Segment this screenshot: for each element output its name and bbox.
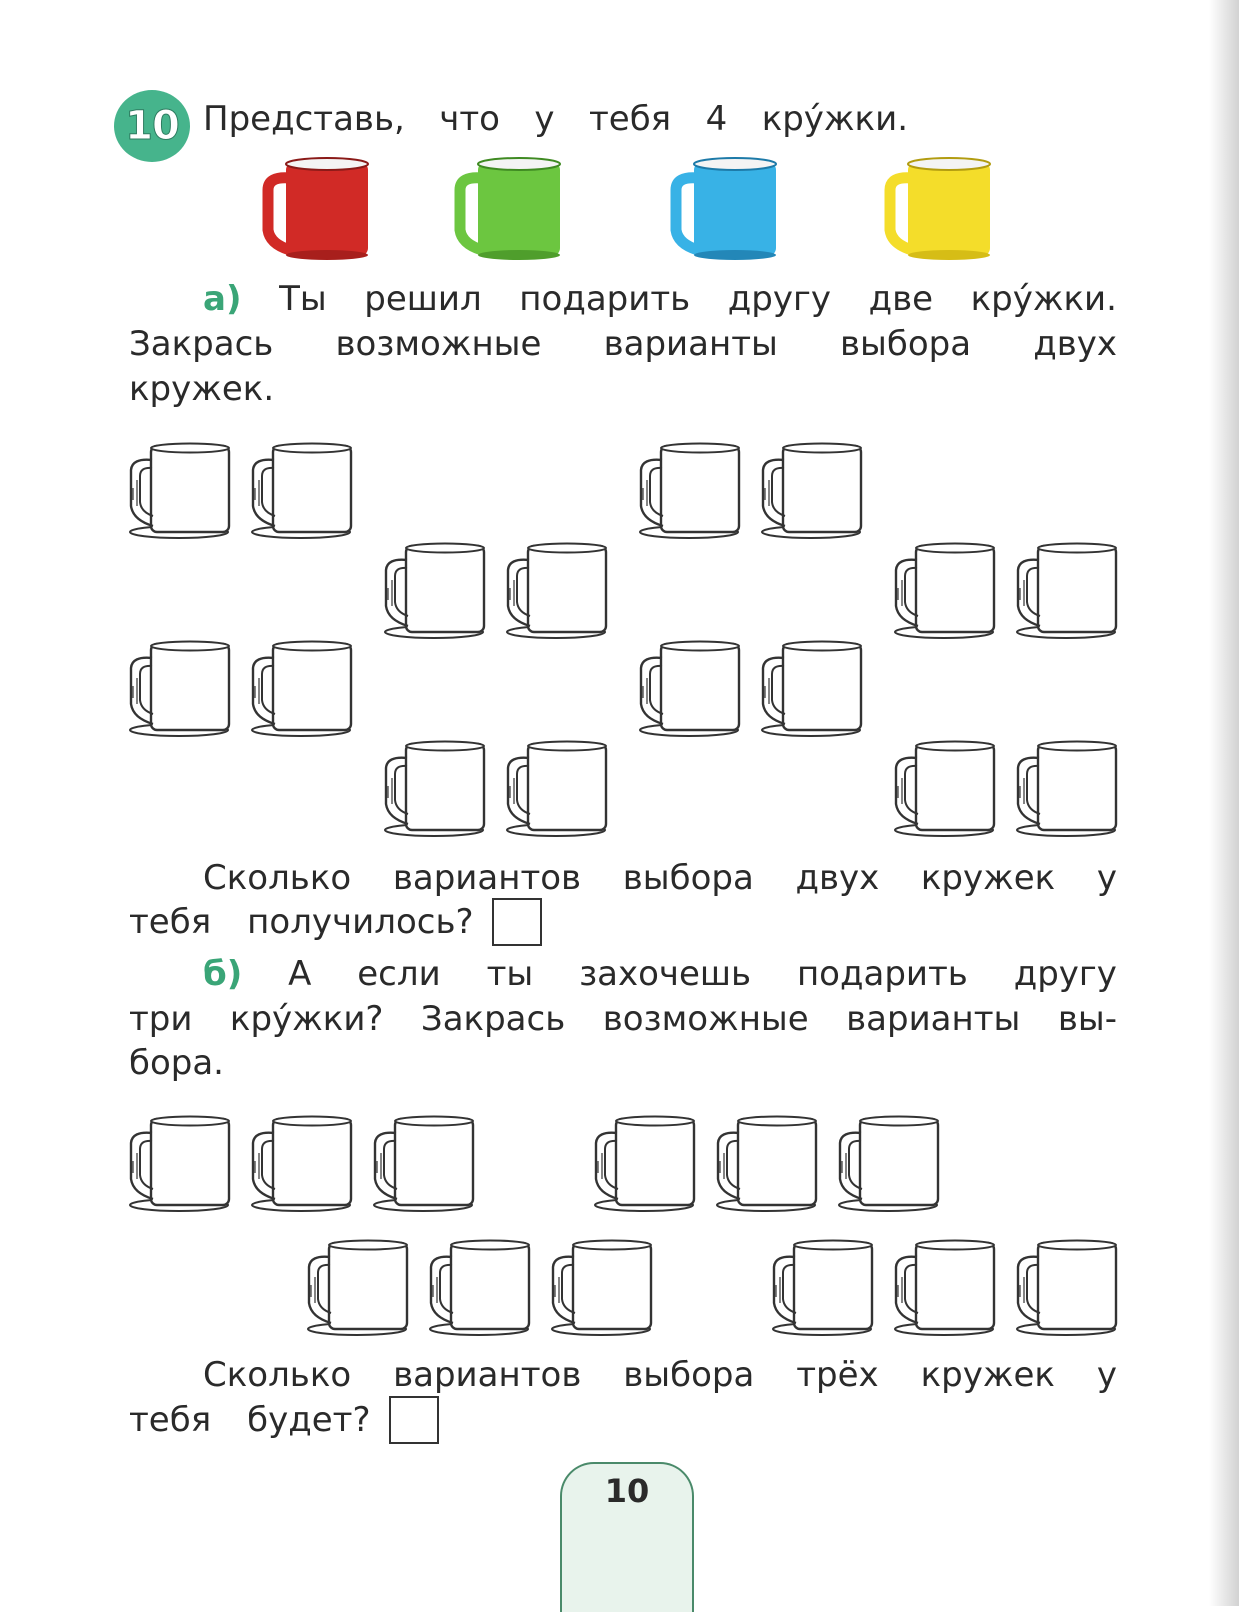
red-mug (260, 156, 372, 262)
task-number-badge (114, 90, 190, 162)
text-word: другу (727, 279, 831, 319)
text-word: ты (486, 954, 534, 994)
text-word: Закрась (129, 324, 274, 364)
mug-outline[interactable] (427, 1237, 533, 1337)
text-word: у (1096, 858, 1117, 898)
part-b-line-2 (129, 996, 1117, 1042)
text-word: если (357, 954, 441, 994)
text-word: Сколько (203, 858, 352, 898)
text-word: получилось? (247, 902, 474, 942)
text-word: бора. (129, 1043, 224, 1083)
text-word: захочешь (579, 954, 752, 994)
mug-outline[interactable] (759, 440, 865, 540)
text-word: вариантов (393, 1355, 582, 1395)
mug-outline[interactable] (1014, 1237, 1120, 1337)
part-a-question-line-1 (203, 855, 1117, 901)
part-a-line-2 (129, 321, 1117, 367)
text-word: двух (1033, 324, 1117, 364)
text-word: кружек (920, 858, 1056, 898)
text-word: кружек (920, 1355, 1055, 1395)
part-a-line-3 (129, 366, 274, 412)
mug-outline[interactable] (382, 738, 488, 838)
mug-outline[interactable] (504, 540, 610, 640)
page-edge-shadow (1209, 0, 1239, 1606)
mug-outline[interactable] (127, 638, 233, 738)
text-word: будет? (247, 1400, 371, 1440)
mug-outline[interactable] (892, 1237, 998, 1337)
task-number: 10 (125, 103, 179, 149)
text-word: кру́жки? (229, 999, 384, 1039)
answer-box-a[interactable] (492, 898, 542, 946)
text-word: двух (795, 858, 880, 898)
text-word: Ты (279, 279, 327, 319)
mug-outline[interactable] (770, 1237, 876, 1337)
text-word: Закрась (420, 999, 566, 1039)
text-word: другу (1013, 954, 1117, 994)
intro-word: тебя (588, 99, 672, 139)
part-b-question-line-1 (203, 1352, 1117, 1398)
yellow-mug (882, 156, 994, 262)
mug-outline[interactable] (382, 540, 488, 640)
intro-word: кру́жки. (761, 99, 908, 139)
text-word: выбора (839, 324, 972, 364)
task-intro (203, 96, 908, 142)
text-word: подарить (519, 279, 691, 319)
text-word: выбора (622, 858, 754, 898)
answer-box-b[interactable] (389, 1396, 439, 1444)
text-word: варианты (846, 999, 1021, 1039)
intro-word: что (439, 99, 500, 139)
green-mug (452, 156, 564, 262)
mug-outline[interactable] (249, 440, 355, 540)
intro-word: Представь, (203, 99, 405, 139)
text-word: кру́жки. (970, 279, 1117, 319)
part-b-question-line-2 (129, 1396, 439, 1444)
part-a-label: а) (203, 279, 242, 319)
mug-outline[interactable] (637, 440, 743, 540)
text-word: вариантов (392, 858, 582, 898)
part-a-question-line-2 (129, 898, 542, 946)
text-word: вы- (1057, 999, 1117, 1039)
part-b-line-1 (203, 951, 1117, 997)
text-word: у (1096, 1355, 1117, 1395)
part-b-label: б) (203, 954, 243, 994)
text-word: подарить (796, 954, 968, 994)
page-number: 10 (604, 1472, 650, 1510)
mug-outline[interactable] (371, 1113, 477, 1213)
text-word: возможные (335, 324, 542, 364)
mug-outline[interactable] (592, 1113, 698, 1213)
mug-outline[interactable] (892, 540, 998, 640)
blue-mug (668, 156, 780, 262)
text-word: две (868, 279, 934, 319)
text-word: тебя (129, 1400, 212, 1440)
text-word: выбора (623, 1355, 755, 1395)
text-word: решил (364, 279, 482, 319)
page-number-tab (560, 1462, 694, 1612)
mug-outline[interactable] (1014, 540, 1120, 640)
intro-word: 4 (705, 99, 728, 139)
text-word: кружек. (129, 369, 275, 409)
mug-outline[interactable] (249, 1113, 355, 1213)
mug-outline[interactable] (305, 1237, 411, 1337)
mug-outline[interactable] (637, 638, 743, 738)
text-word: варианты (603, 324, 778, 364)
mug-outline[interactable] (249, 638, 355, 738)
text-word: Сколько (203, 1355, 352, 1395)
text-word: тебя (129, 902, 212, 942)
intro-word: у (534, 99, 555, 139)
part-a-line-1 (203, 276, 1117, 322)
mug-outline[interactable] (892, 738, 998, 838)
mug-outline[interactable] (836, 1113, 942, 1213)
mug-outline[interactable] (1014, 738, 1120, 838)
text-word: А (288, 954, 312, 994)
mug-outline[interactable] (504, 738, 610, 838)
mug-outline[interactable] (127, 1113, 233, 1213)
mug-outline[interactable] (549, 1237, 655, 1337)
mug-outline[interactable] (127, 440, 233, 540)
mug-outline[interactable] (759, 638, 865, 738)
text-word: трёх (796, 1355, 879, 1395)
part-b-line-3 (129, 1040, 224, 1086)
mug-outline[interactable] (714, 1113, 820, 1213)
text-word: возможные (602, 999, 809, 1039)
text-word: три (129, 999, 193, 1039)
